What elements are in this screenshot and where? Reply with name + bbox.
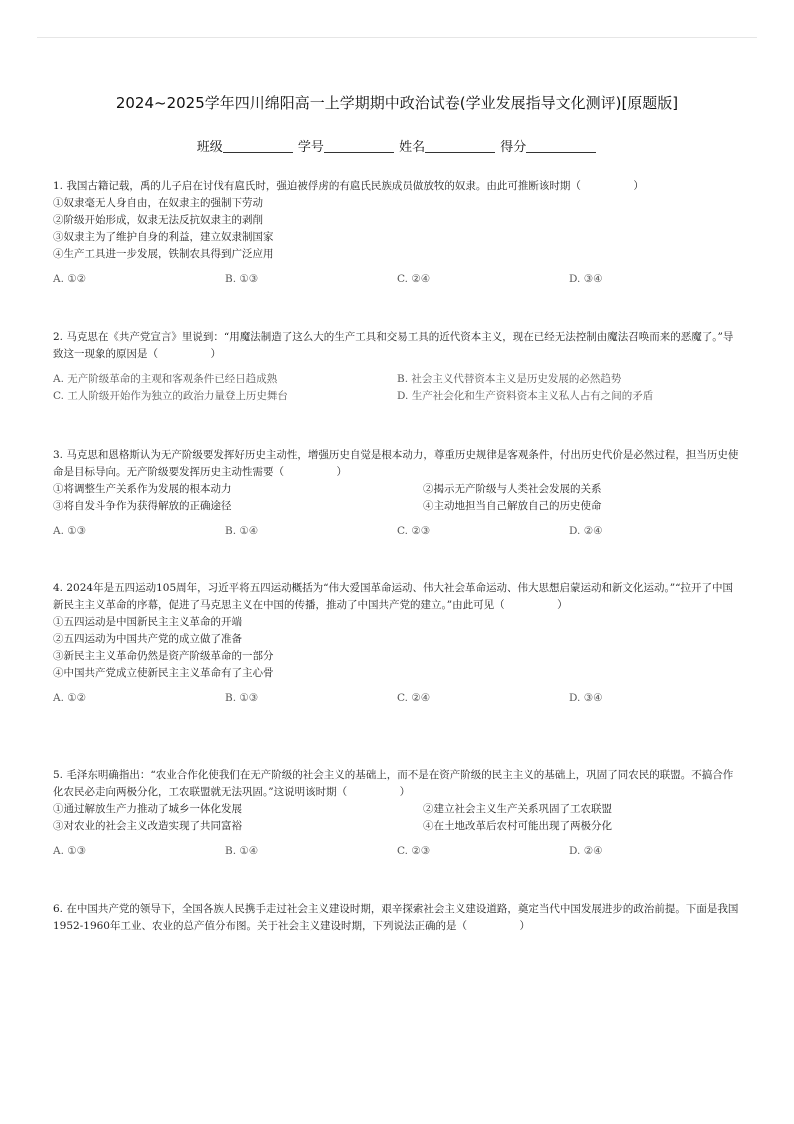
statement: ③奴隶主为了维护自身的利益，建立奴隶制国家 bbox=[53, 231, 274, 243]
answer-options bbox=[53, 371, 743, 405]
score-label: 得分 bbox=[500, 140, 527, 155]
statement: ①五四运动是中国新民主主义革命的开端 bbox=[53, 616, 242, 628]
option-c[interactable]: C. ②④ bbox=[397, 692, 431, 704]
student-info-line bbox=[0, 136, 794, 155]
option-a[interactable]: A. ①② bbox=[53, 273, 87, 285]
statement: ②五四运动为中国共产党的成立做了准备 bbox=[53, 633, 242, 645]
statement: ①奴隶毫无人身自由，在奴隶主的强制下劳动 bbox=[53, 197, 263, 209]
question-4 bbox=[53, 580, 743, 707]
option-c[interactable]: C. ②③ bbox=[397, 845, 431, 857]
option-c[interactable]: C. ②④ bbox=[397, 273, 431, 285]
answer-options bbox=[53, 843, 743, 860]
option-d[interactable]: D. ②④ bbox=[569, 525, 603, 537]
statement-row bbox=[53, 481, 743, 498]
statement: ③新民主主义革命仍然是资产阶级革命的一部分 bbox=[53, 650, 274, 662]
question-stem: 5. 毛泽东明确指出：“农业合作化使我们在无产阶级的社会主义的基础上，而不是在资产阶级的民主主义的基础上，巩固了同农民的联盟。不搞合作化农民必走向两极分化，工农联盟就无法巩固。”这说明该时期（ ） bbox=[53, 769, 734, 798]
option-c[interactable]: C. 工人阶级开始作为独立的政治力量登上历史舞台 bbox=[53, 390, 288, 402]
statement: ④中国共产党成立使新民主主义革命有了主心骨 bbox=[53, 667, 274, 679]
statement: ①通过解放生产力推动了城乡一体化发展 bbox=[53, 803, 242, 815]
answer-options bbox=[53, 271, 743, 288]
option-b[interactable]: B. ①④ bbox=[225, 845, 259, 857]
option-a[interactable]: A. 无产阶级革命的主观和客观条件已经日趋成熟 bbox=[53, 373, 278, 385]
class-blank[interactable] bbox=[223, 140, 293, 153]
question-stem: 2. 马克思在《共产党宣言》里说到：“用魔法制造了这么大的生产工具和交易工具的近代资本主义，现在已经无法控制由魔法召唤而来的恶魔了。”导致这一现象的原因是（ ） bbox=[53, 331, 734, 360]
statement: ④在土地改革后农村可能出现了两极分化 bbox=[423, 820, 612, 832]
statement: ④生产工具进一步发展，铁制农具得到广泛应用 bbox=[53, 248, 274, 260]
question-5 bbox=[53, 767, 743, 860]
statement: ④主动地担当自己解放自己的历史使命 bbox=[423, 500, 602, 512]
option-b[interactable]: B. ①③ bbox=[225, 273, 259, 285]
question-3 bbox=[53, 447, 743, 540]
statement: ③将自发斗争作为获得解放的正确途径 bbox=[53, 500, 232, 512]
question-1 bbox=[53, 178, 743, 288]
statement: ③对农业的社会主义改造实现了共同富裕 bbox=[53, 820, 242, 832]
question-stem: 4. 2024年是五四运动105周年，习近平将五四运动概括为“伟大爱国革命运动、伟大社会革命运动、伟大思想启蒙运动和新文化运动。”“拉开了中国新民主主义革命的序幕，促进了马克思主义在中国的传播，推动了中国共产党的建立。”由此可见（ ） bbox=[53, 582, 733, 611]
option-a[interactable]: A. ①② bbox=[53, 692, 87, 704]
student-id-label: 学号 bbox=[297, 140, 324, 155]
student-id-blank[interactable] bbox=[324, 140, 394, 153]
option-b[interactable]: B. ①③ bbox=[225, 692, 259, 704]
page-title: 2024~2025学年四川绵阳高一上学期期中政治试卷(学业发展指导文化测评)[原题版] bbox=[115, 94, 679, 112]
statement: ②建立社会主义生产关系巩固了工农联盟 bbox=[423, 803, 612, 815]
name-label: 姓名 bbox=[399, 140, 426, 155]
option-b[interactable]: B. ①④ bbox=[225, 525, 259, 537]
option-d[interactable]: D. ③④ bbox=[569, 692, 603, 704]
top-divider bbox=[37, 37, 757, 38]
option-d[interactable]: D. 生产社会化和生产资料资本主义私人占有之间的矛盾 bbox=[397, 390, 654, 402]
statement-row bbox=[53, 801, 743, 818]
option-d[interactable]: D. ③④ bbox=[569, 273, 603, 285]
statement: ②阶级开始形成，奴隶无法反抗奴隶主的剥削 bbox=[53, 214, 263, 226]
answer-options bbox=[53, 523, 743, 540]
question-stem: 3. 马克思和恩格斯认为无产阶级要发挥好历史主动性，增强历史自觉是根本动力，尊重历史规律是客观条件，付出历史代价是必然过程，担当历史使命是目标导向。无产阶级要发挥历史主动性需要（ ） bbox=[53, 449, 739, 478]
question-6 bbox=[53, 901, 743, 935]
option-a[interactable]: A. ①③ bbox=[53, 845, 87, 857]
class-label: 班级 bbox=[196, 140, 223, 155]
score-blank[interactable] bbox=[526, 140, 596, 153]
name-blank[interactable] bbox=[425, 140, 495, 153]
question-stem: 6. 在中国共产党的领导下，全国各族人民携手走过社会主义建设时期，艰辛探索社会主义建设道路，奠定当代中国发展进步的政治前提。下面是我国1952-1960年工业、农业的总产值分布图。关于社会主义建设时期，下列说法正确的是（ ） bbox=[53, 903, 739, 932]
question-2 bbox=[53, 329, 743, 405]
statement-row bbox=[53, 818, 743, 835]
statement: ②揭示无产阶级与人类社会发展的关系 bbox=[423, 483, 602, 495]
statement-row bbox=[53, 498, 743, 515]
statement: ①将调整生产关系作为发展的根本动力 bbox=[53, 483, 232, 495]
option-a[interactable]: A. ①③ bbox=[53, 525, 87, 537]
answer-options bbox=[53, 690, 743, 707]
option-d[interactable]: D. ②④ bbox=[569, 845, 603, 857]
question-stem: 1. 我国古籍记载，禹的儿子启在讨伐有扈氏时，强迫被俘虏的有扈氏民族成员做放牧的奴隶。由此可推断该时期（ ） bbox=[53, 180, 644, 192]
option-c[interactable]: C. ②③ bbox=[397, 525, 431, 537]
option-b[interactable]: B. 社会主义代替资本主义是历史发展的必然趋势 bbox=[397, 373, 622, 385]
